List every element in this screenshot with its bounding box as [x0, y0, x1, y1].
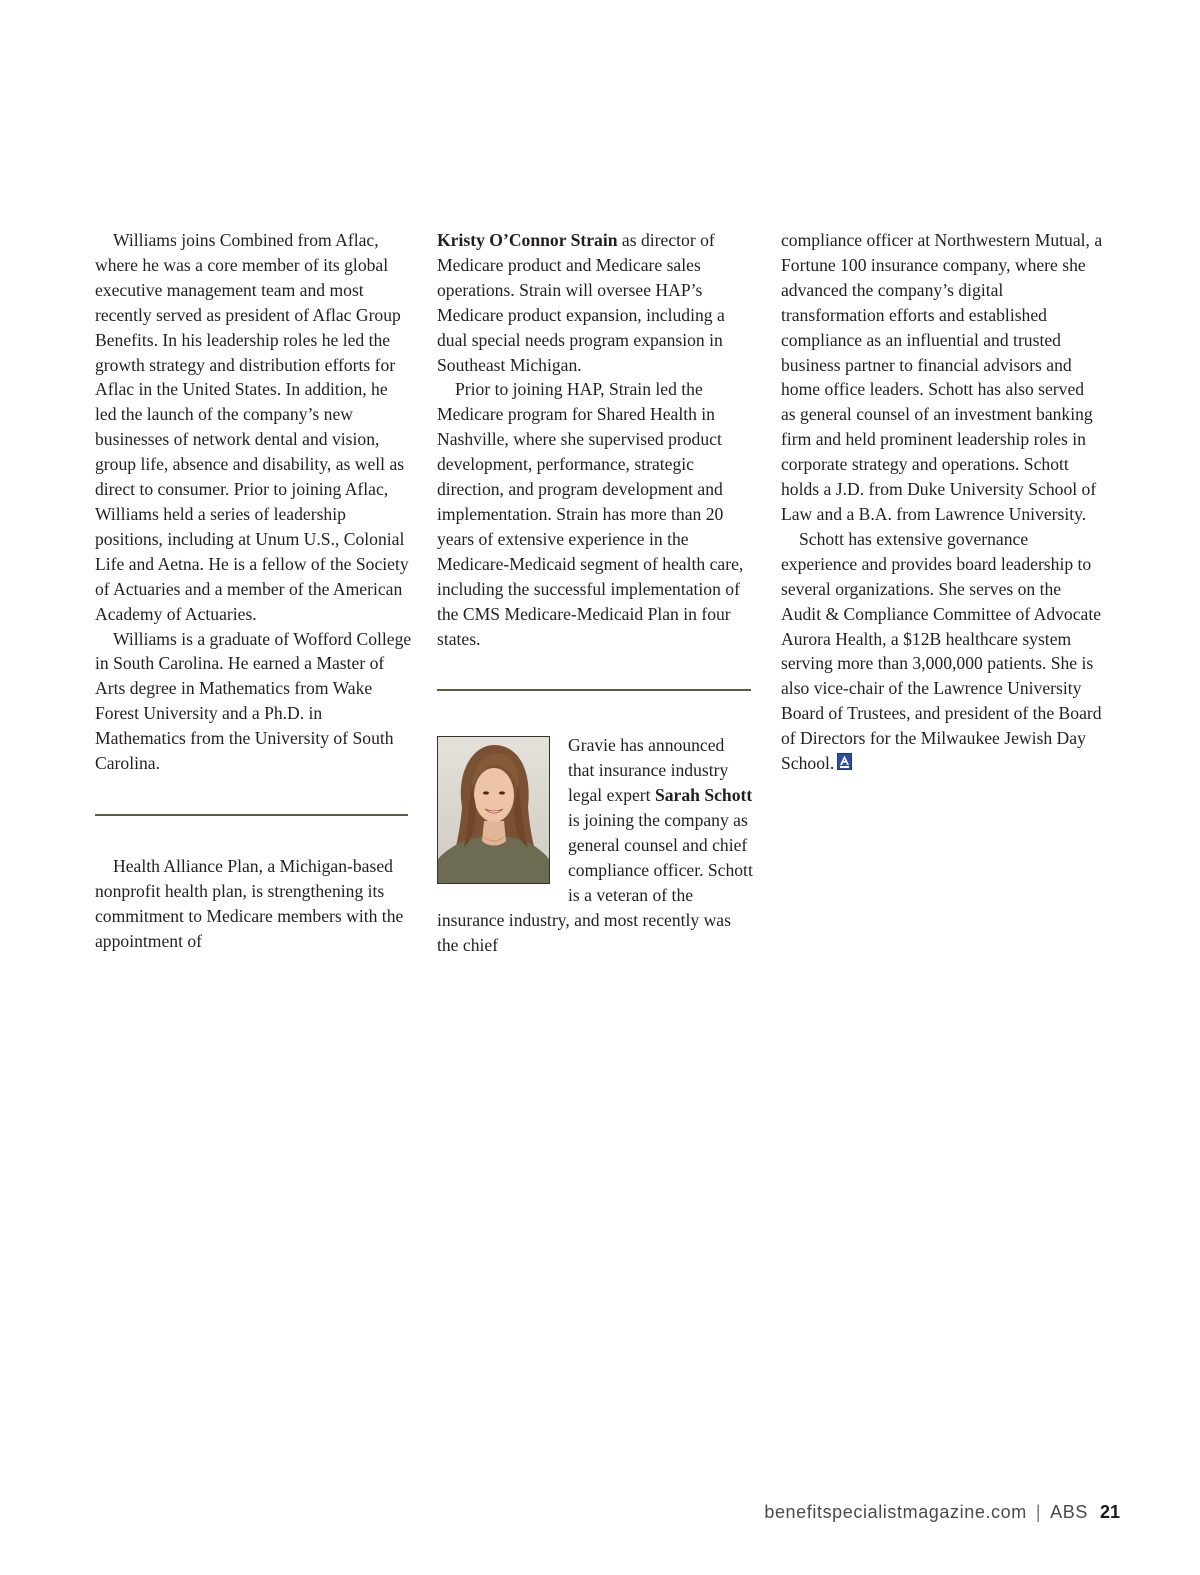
portrait-image — [438, 737, 549, 883]
paragraph-schott-governance — [781, 527, 1103, 776]
paragraph-schott-career: compliance officer at Northwestern Mutual, a Fortune 100 insurance company, where she advanced the company’s digital transformation efforts and established compliance as an influential and trusted business partner to financial advisors and home office leaders. Schott has also served as general counsel of an investment banking firm and held prominent leadership roles in corporate strategy and operations. Schott holds a J.D. from Duke University School of Law and a B.A. from Lawrence University. — [781, 230, 1103, 524]
abs-end-mark-icon — [837, 753, 852, 770]
paragraph-hap-intro: Health Alliance Plan, a Michigan-based nonprofit health plan, is strengthening its commitment to Medicare members with the appointment of — [95, 855, 404, 951]
section-divider — [95, 814, 408, 816]
sarah-schott-photo — [437, 736, 550, 884]
strain-appointment-text: as director of Medicare product and Medicare sales operations. Strain will oversee HAP’s Medicare product expansion, including a dual special needs program expansion in Southeast Michigan. — [437, 230, 725, 375]
paragraph-williams-career: Williams joins Combined from Aflac, where he was a core member of its global executive management team and most recently served as president of Aflac Group Benefits. In his leadership roles he led the growth strategy and distribution efforts for Aflac in the United States. In addition, he led the launch of the company’s new businesses of network dental and vision, group life, absence and disability, as well as direct to consumer. Prior to joining Aflac, Williams held a series of leadership positions, including at Unum U.S., Colonial Life and Aetna. He is a fellow of the Society of Actuaries and a member of the American Academy of Actuaries. — [95, 230, 409, 624]
column-1 — [95, 228, 413, 954]
footer-separator: | — [1035, 1502, 1042, 1522]
paragraph-strain-appointment — [437, 228, 753, 377]
footer-magazine-name: ABS — [1050, 1502, 1088, 1522]
column-2 — [437, 228, 753, 958]
schott-role-text: is joining the company as general counsel and chief compliance officer. Schott is a veteran of the insurance industry, and most recently was the chief — [437, 810, 753, 955]
footer-website: benefitspecialistmagazine.com — [764, 1502, 1027, 1522]
section-divider — [437, 689, 751, 691]
page-footer — [764, 1502, 1120, 1523]
page-number: 21 — [1099, 1502, 1120, 1522]
person-name-schott: Sarah Schott — [654, 785, 753, 806]
schott-governance-text: Schott has extensive governance experience and provides board leadership to several organizations. She serves on the Audit & Compliance Committee of Advocate Aurora Health, a $12B healthcare system serving more than 3,000,000 patients. She is also vice-chair of the Lawrence University Board of Trustees, and president of the Board of Directors for the Milwaukee Jewish Day School. — [781, 528, 1102, 774]
schott-intro-text: Gravie has announced that insurance industry legal expert — [568, 735, 729, 806]
column-3 — [781, 228, 1103, 776]
person-name-strain: Kristy O’Connor Strain — [437, 230, 618, 250]
schott-announcement — [437, 733, 753, 957]
paragraph-williams-education: Williams is a graduate of Wofford College in South Carolina. He earned a Master of Arts degree in Mathematics from Wake Forest University and a Ph.D. in Mathematics from the University of South Carolina. — [95, 628, 412, 774]
paragraph-strain-background: Prior to joining HAP, Strain led the Medicare program for Shared Health in Nashville, where she supervised product development, performance, strategic direction, and program development and implementation. Strain has more than 20 years of extensive experience in the Medicare-Medicaid segment of health care, including the successful implementation of the CMS Medicare-Medicaid Plan in four states. — [437, 379, 744, 649]
